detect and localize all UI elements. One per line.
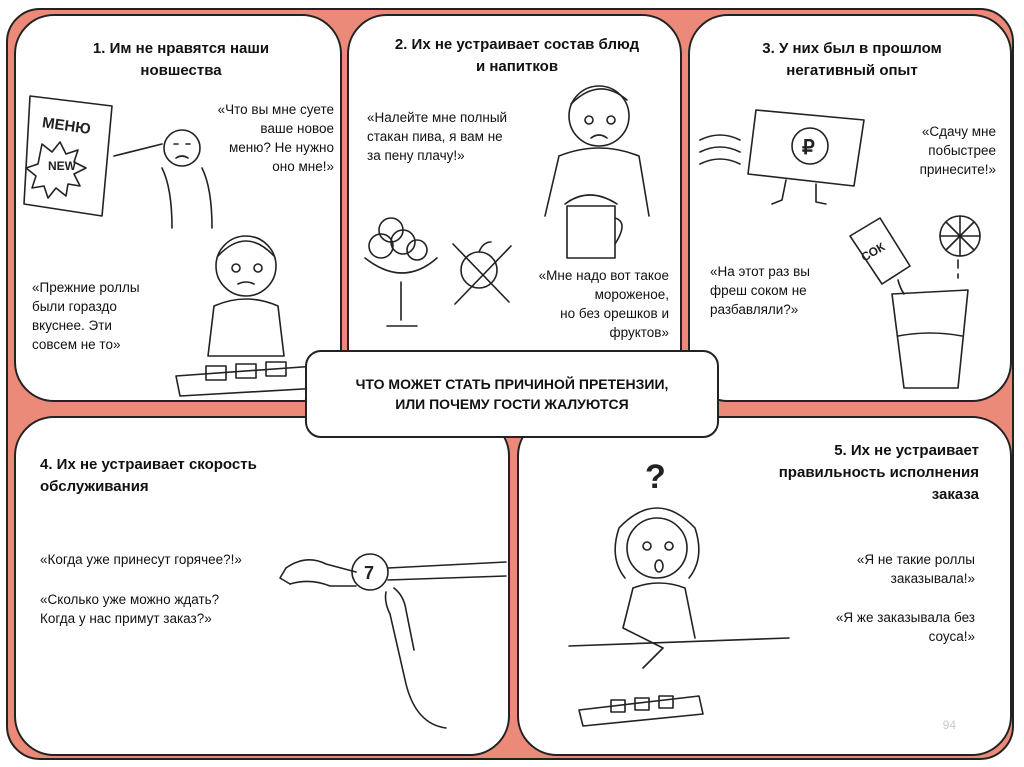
center-title-box bbox=[305, 350, 719, 438]
panel-title: 2. Их не устраивает состав блюд и напитков bbox=[394, 36, 640, 75]
panel-service-speed bbox=[14, 416, 510, 756]
money-symbol: ₽ bbox=[802, 137, 815, 159]
confused-woman-illustration bbox=[549, 438, 809, 738]
quote-text: «Налейте мне полный стакан пива, я вам не за пену плачу!» bbox=[367, 110, 508, 163]
watch-digit: 7 bbox=[364, 563, 375, 583]
quote-text: «Я же заказывала без соуса!» bbox=[835, 610, 975, 644]
quote-text: «На этот раз вы фреш соком не разбавляли?» bbox=[710, 264, 810, 317]
quote-text: «Мне надо вот такое мороженое, но без орешков и фруктов» bbox=[538, 268, 669, 340]
panel-title: 4. Их не устраивает скорость обслуживания bbox=[40, 456, 257, 495]
panel-composition bbox=[347, 14, 682, 394]
quote-text: «Сдачу мне побыстрее принесите!» bbox=[919, 124, 996, 177]
center-title: ЧТО МОЖЕТ СТАТЬ ПРИЧИНОЙ ПРЕТЕНЗИИ, ИЛИ ПОЧЕМУ ГОСТИ ЖАЛУЮТСЯ bbox=[355, 376, 669, 412]
money-illustration bbox=[696, 100, 876, 210]
quote-text: «Сколько уже можно ждать? Когда у нас примут заказ?» bbox=[40, 592, 220, 626]
menu-sign-illustration bbox=[22, 86, 212, 226]
question-mark: ? bbox=[645, 458, 666, 496]
quote-text: «Когда уже принесут горячее?!» bbox=[40, 552, 242, 567]
icecream-fruit-illustration bbox=[359, 206, 549, 346]
panel-past-experience bbox=[688, 14, 1012, 402]
quote-text: «Что вы мне суете ваше новое меню? Не нужно оно мне!» bbox=[217, 102, 334, 174]
juice-illustration bbox=[840, 206, 1010, 396]
sushi-eater-illustration bbox=[166, 226, 326, 396]
box-label: СОК bbox=[858, 239, 888, 265]
panel-title: 5. Их не устраивает правильность исполнения заказа bbox=[778, 442, 979, 503]
panel-order-correctness bbox=[517, 416, 1012, 756]
watch-hand-illustration bbox=[276, 528, 506, 728]
panel-title: 3. У них был в прошлом негативный опыт bbox=[762, 40, 942, 79]
panel-title: 1. Им не нравятся наши новшества bbox=[92, 40, 270, 79]
quote-text: «Я не такие роллы заказывала!» bbox=[856, 552, 975, 586]
panel-innovations bbox=[14, 14, 342, 402]
page-number: 94 bbox=[942, 718, 956, 732]
sign-text: NEW bbox=[48, 159, 76, 173]
beer-man-illustration bbox=[539, 76, 679, 266]
sign-text: МЕНЮ bbox=[41, 114, 92, 138]
quote-text: «Прежние роллы были гораздо вкуснее. Эти совсем не то» bbox=[32, 280, 140, 352]
